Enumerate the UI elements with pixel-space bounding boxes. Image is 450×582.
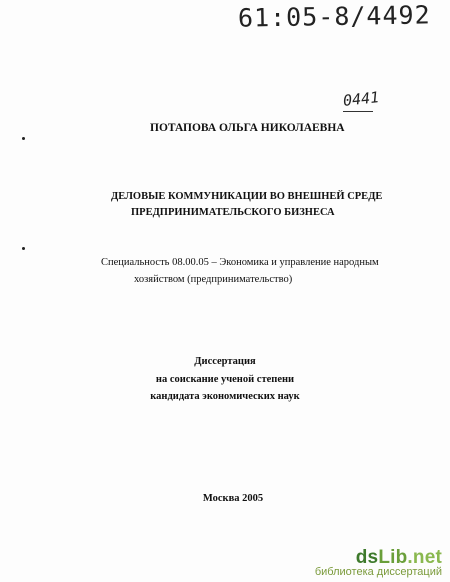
specialty-line-1: Специальность 08.00.05 – Экономика и управление народным <box>101 257 379 268</box>
margin-dot <box>22 247 25 250</box>
logo-part-lib: Lib <box>378 547 408 568</box>
title-line-2: ПРЕДПРИНИМАТЕЛЬСКОГО БИЗНЕСА <box>131 207 335 218</box>
archive-number: 61:05-8/4492 <box>237 0 431 33</box>
watermark-subtitle: библиотека диссертаций <box>314 566 442 578</box>
degree-line-2: на соискание ученой степени <box>155 374 295 385</box>
title-line-1: ДЕЛОВЫЕ КОММУНИКАЦИИ ВО ВНЕШНЕЙ СРЕДЕ <box>111 191 383 202</box>
degree-line-1: Диссертация <box>194 356 256 367</box>
specialty-line-2: хозяйством (предпринимательство) <box>134 274 293 285</box>
margin-dot <box>22 137 25 140</box>
archive-mark: 0441 <box>342 88 380 110</box>
author-name: ПОТАПОВА ОЛЬГА НИКОЛАЕВНА <box>150 122 345 134</box>
archive-mark-underline <box>343 111 373 112</box>
dslib-watermark[interactable] <box>315 547 442 578</box>
logo-part-ds: ds <box>355 547 379 568</box>
place-year: Москва 2005 <box>202 493 264 504</box>
logo-part-net: .net <box>407 547 442 568</box>
degree-line-3: кандидата экономических наук <box>150 391 300 402</box>
